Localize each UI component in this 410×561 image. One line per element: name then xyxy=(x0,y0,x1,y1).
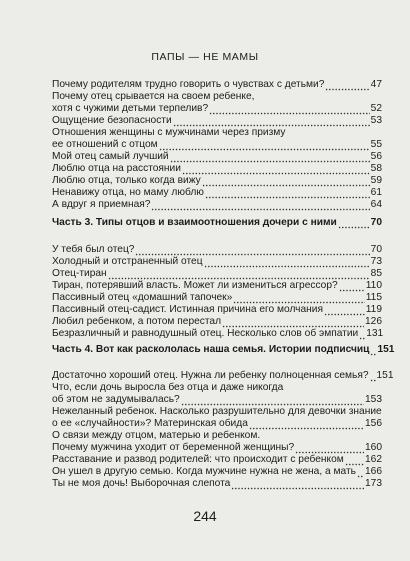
entry-row xyxy=(52,115,382,127)
entry-title-line: Люблю отца на расстоянии xyxy=(52,163,181,174)
entry-title-line: Он ушел в другую семью. Когда мужчине нужна не жена, а мать xyxy=(52,466,356,477)
toc-entry xyxy=(52,115,382,127)
leader-dots xyxy=(222,319,364,328)
leader-dots xyxy=(345,457,364,466)
page-number: 162 xyxy=(365,454,382,465)
leader-dots xyxy=(370,373,376,382)
page-number: 70 xyxy=(370,244,382,255)
toc-entry xyxy=(52,370,394,382)
page-number: 173 xyxy=(365,478,382,489)
entry-title-line: Расставание и развод родителей: что происходит с ребенком xyxy=(52,454,344,465)
page-number: 160 xyxy=(365,442,382,453)
page-number: 151 xyxy=(377,344,395,355)
toc-entry xyxy=(52,280,382,292)
leader-dots xyxy=(181,397,364,406)
page-folio: 244 xyxy=(193,508,217,524)
toc-entry xyxy=(52,151,382,163)
leader-dots xyxy=(324,307,365,316)
toc-part-4 xyxy=(52,344,395,356)
entry-title-line: О связи между отцом, матерью и ребенком. xyxy=(52,430,261,441)
entry-row xyxy=(52,175,382,187)
entry-title-line: А вдруг я приемная? xyxy=(52,199,151,210)
toc-entry xyxy=(52,187,382,199)
leader-dots xyxy=(204,259,370,268)
page-number: 85 xyxy=(370,268,382,279)
toc-entry xyxy=(52,175,382,187)
entry-title-line: Любил ребенком, а потом перестал xyxy=(52,316,222,327)
page-number: 59 xyxy=(370,175,382,186)
toc-group-3 xyxy=(52,370,394,490)
toc-entry xyxy=(52,328,382,340)
toc-entry xyxy=(52,163,382,175)
page-number: 166 xyxy=(365,466,382,477)
leader-dots xyxy=(202,178,370,187)
entry-title-line: Ненавижу отца, но маму люблю xyxy=(52,187,204,198)
entry-row xyxy=(52,103,382,115)
toc-entry xyxy=(52,304,382,316)
entry-row xyxy=(52,199,382,211)
part-title: Часть 4. Вот как раскололась наша семья. Истории подписчиц xyxy=(52,344,370,355)
entry-title-line: Что, если дочь выросла без отца и даже никогда xyxy=(52,382,284,393)
leader-dots xyxy=(231,481,364,490)
entry-title-line: Ощущение безопасности xyxy=(52,115,172,126)
page-number: 156 xyxy=(365,418,382,429)
entry-row xyxy=(52,280,382,292)
part-title: Часть 3. Типы отцов и взаимоотношения дочери с ними xyxy=(52,217,337,228)
page-number: 131 xyxy=(366,328,384,339)
entry-row xyxy=(52,466,382,478)
entry-title-line: Люблю отца, только когда вижу xyxy=(52,175,201,186)
entry-title-line: о ее «случайности»? Материнская обида xyxy=(52,418,248,429)
toc-group-2 xyxy=(52,244,382,340)
page-number: 119 xyxy=(365,304,382,315)
entry-row xyxy=(52,394,382,406)
entry-row xyxy=(52,418,382,430)
page-number: 64 xyxy=(370,199,382,210)
toc-entry xyxy=(52,430,382,442)
entry-row xyxy=(52,268,382,280)
entry-row xyxy=(52,442,382,454)
entry-row xyxy=(52,478,382,490)
entry-title-line: Пассивный отец «домашний тапочек» xyxy=(52,292,233,303)
leader-dots xyxy=(233,295,364,304)
part-heading xyxy=(52,217,382,229)
entry-row xyxy=(52,304,382,316)
entry-title-line: Почему родителям трудно говорить о чувствах с детьми? xyxy=(52,79,325,90)
page-number: 61 xyxy=(370,187,382,198)
entry-row xyxy=(52,292,382,304)
entry-title-line: Пассивный отец-садист. Истинная причина его молчания xyxy=(52,304,323,315)
page-number: 110 xyxy=(365,280,382,291)
entry-title-line: Холодный и отстраненный отец xyxy=(52,256,203,267)
toc-entry xyxy=(52,127,382,151)
page-number: 151 xyxy=(376,370,394,381)
toc-entry xyxy=(52,244,382,256)
page-number: 56 xyxy=(370,151,382,162)
part-heading xyxy=(52,344,395,356)
entry-row xyxy=(52,370,394,382)
page-number: 53 xyxy=(370,115,382,126)
toc-entry xyxy=(52,256,382,268)
entry-title-line: об этом не задумывалась? xyxy=(52,394,180,405)
entry-title-line: Достаточно хороший отец. Нужна ли ребенку полноценная семья? xyxy=(52,370,369,381)
page-number: 55 xyxy=(370,139,382,150)
leader-dots xyxy=(135,247,369,256)
toc-entry xyxy=(52,406,382,430)
entry-row xyxy=(52,430,382,442)
leader-dots xyxy=(295,445,364,454)
page-number: 115 xyxy=(365,292,382,303)
leader-dots xyxy=(370,347,376,356)
leader-dots xyxy=(325,82,369,91)
leader-dots xyxy=(159,142,370,151)
entry-row xyxy=(52,187,382,199)
entry-title-line: Почему отец срывается на своем ребенке, xyxy=(52,91,255,102)
entry-title-line: Почему мужчина уходит от беременной женщины? xyxy=(52,442,295,453)
entry-title-line: У тебя был отец? xyxy=(52,244,135,255)
leader-dots xyxy=(108,271,370,280)
entry-title-line: Безразличный и равнодушный отец. Несколько слов об эмпатии xyxy=(52,328,359,339)
entry-title-line: Мой отец самый лучший xyxy=(52,151,169,162)
entry-title-line: Отец-тиран xyxy=(52,268,107,279)
leader-dots xyxy=(182,166,370,175)
entry-title-line: Тиран, потерявший власть. Может ли измениться агрессор? xyxy=(52,280,338,291)
entry-row xyxy=(52,454,382,466)
toc-entry xyxy=(52,478,382,490)
toc-entry xyxy=(52,79,382,91)
leader-dots xyxy=(205,190,370,199)
entry-row xyxy=(52,316,382,328)
leader-dots xyxy=(249,421,364,430)
entry-row xyxy=(52,151,382,163)
toc-entry xyxy=(52,316,382,328)
leader-dots xyxy=(359,331,365,340)
entry-row xyxy=(52,79,382,91)
leader-dots xyxy=(151,202,369,211)
page-number: 73 xyxy=(370,256,382,267)
entry-title-line: Нежеланный ребенок. Насколько разрушительно для девочки знание xyxy=(52,406,382,417)
page-number: 47 xyxy=(370,79,382,90)
page-number: 58 xyxy=(370,163,382,174)
entry-title-line: Отношения женщины с мужчинами через призму xyxy=(52,127,286,138)
page-number: 126 xyxy=(365,316,382,327)
toc-part-3 xyxy=(52,217,382,229)
leader-dots xyxy=(209,106,370,115)
toc-group-1 xyxy=(52,79,382,211)
toc-entry xyxy=(52,382,382,406)
page-number: 153 xyxy=(365,394,382,405)
toc-entry xyxy=(52,442,382,454)
toc-entry xyxy=(52,91,382,115)
toc-entry xyxy=(52,292,382,304)
entry-title-line: хотя с чужими детьми терпелив? xyxy=(52,103,209,114)
entry-row xyxy=(52,328,382,340)
leader-dots xyxy=(170,154,370,163)
entry-row xyxy=(52,256,382,268)
toc-entry xyxy=(52,454,382,466)
entry-row xyxy=(52,244,382,256)
toc-entry xyxy=(52,268,382,280)
toc-entry xyxy=(52,199,382,211)
entry-title-line: ее отношений с отцом xyxy=(52,139,158,150)
entry-row xyxy=(52,163,382,175)
toc-entry xyxy=(52,466,382,478)
entry-row xyxy=(52,139,382,151)
leader-dots xyxy=(357,469,364,478)
leader-dots xyxy=(173,118,370,127)
entry-title-line: Ты не моя дочь! Выборочная слепота xyxy=(52,478,231,489)
running-head: ПАПЫ — НЕ МАМЫ xyxy=(151,51,259,63)
leader-dots xyxy=(338,220,370,229)
leader-dots xyxy=(339,283,365,292)
page-number: 52 xyxy=(370,103,382,114)
page-number: 70 xyxy=(370,217,382,228)
